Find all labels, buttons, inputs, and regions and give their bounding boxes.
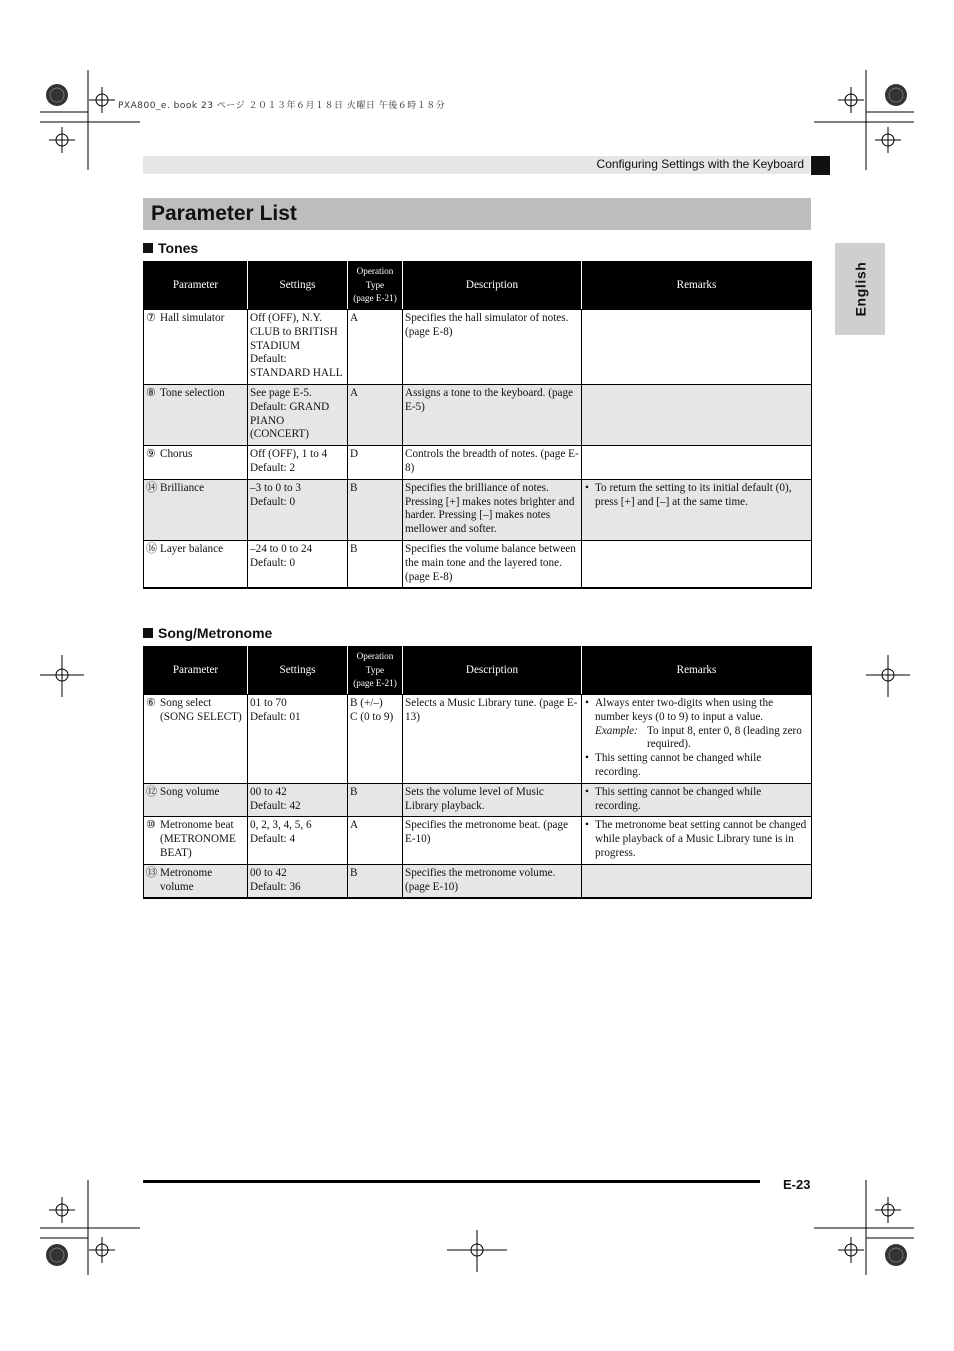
section-heading-text: Tones xyxy=(158,240,199,256)
column-header-parameter: Parameter xyxy=(144,647,248,695)
parameter-number: ⑧ xyxy=(146,386,157,399)
cell-operation-type xyxy=(348,783,403,817)
cell-operation-type xyxy=(348,817,403,864)
parameter-number: ⑩ xyxy=(146,819,157,832)
column-header-remarks: Remarks xyxy=(582,262,812,310)
operation-type-value: C (0 to 9) xyxy=(350,710,394,723)
cell-settings xyxy=(248,864,348,898)
table-header-row xyxy=(144,647,812,695)
example-label: Example: xyxy=(595,724,638,737)
column-header-parameter: Parameter xyxy=(144,262,248,310)
cell-operation-type xyxy=(348,864,403,898)
table-row xyxy=(144,446,812,480)
remark-text: The metronome beat setting cannot be changed while playback of a Music Library tune is in progress. xyxy=(595,819,807,859)
operation-type-value: B xyxy=(350,542,358,555)
table-row xyxy=(144,479,812,540)
language-side-tab xyxy=(835,243,885,335)
section-heading-tones xyxy=(143,240,198,256)
section-heading-song-metronome xyxy=(143,625,272,641)
cell-description: Specifies the volume balance between the main tone and the layered tone. (page E-8) xyxy=(403,540,582,588)
settings-line: –24 to 0 to 24 xyxy=(250,542,313,555)
settings-line: Default: 01 xyxy=(250,710,301,723)
settings-line: 0, 2, 3, 4, 5, 6 xyxy=(250,819,312,832)
remarks-list xyxy=(584,819,809,860)
cell-remarks xyxy=(582,695,812,784)
cell-operation-type xyxy=(348,446,403,480)
settings-line: 01 to 70 xyxy=(250,697,287,709)
cell-settings xyxy=(248,817,348,864)
settings-line: Default: 0 xyxy=(250,556,296,569)
cell-description: Sets the volume level of Music Library playback. xyxy=(403,783,582,817)
cell-description: Controls the breadth of notes. (page E-8) xyxy=(403,446,582,480)
column-header-remarks: Remarks xyxy=(582,647,812,695)
remark-item xyxy=(584,786,809,814)
parameter-name: Brilliance xyxy=(160,481,205,494)
parameter-number: ⑦ xyxy=(146,312,157,324)
cell-settings xyxy=(248,479,348,540)
parameter-number: ⑯ xyxy=(146,542,158,555)
example-text: To input 8, enter 0, 8 (leading zero required). xyxy=(647,724,802,751)
parameter-number: ⑭ xyxy=(146,481,158,494)
cell-remarks xyxy=(582,864,812,898)
section-heading-text: Song/Metronome xyxy=(158,625,273,641)
remark-item xyxy=(584,752,809,780)
settings-line: –3 to 0 to 3 xyxy=(250,481,301,494)
settings-line: Default: 0 xyxy=(250,495,296,508)
operation-type-value: A xyxy=(350,312,359,324)
settings-line: Default: 2 xyxy=(250,461,296,474)
running-header-title: Configuring Settings with the Keyboard xyxy=(596,157,804,171)
operation-type-value: B xyxy=(350,785,358,798)
settings-line: 00 to 42 xyxy=(250,866,287,879)
parameter-name: Song volume xyxy=(160,785,220,798)
print-header: PXA800_e. book 23 ページ ２０１３年６月１８日 火曜日 午後６時１８分 xyxy=(118,101,446,111)
settings-line: 00 to 42 xyxy=(250,785,287,798)
cell-parameter xyxy=(144,479,248,540)
cell-remarks xyxy=(582,310,812,385)
cell-description: Specifies the metronome volume. (page E-10) xyxy=(403,864,582,898)
cell-remarks xyxy=(582,384,812,445)
operation-type-value: B xyxy=(350,481,358,494)
remark-text: Always enter two-digits when using the number keys (0 to 9) to input a value. xyxy=(595,697,774,723)
cell-operation-type xyxy=(348,540,403,588)
cell-settings xyxy=(248,384,348,445)
remarks-list xyxy=(584,786,809,814)
cell-parameter xyxy=(144,310,248,385)
table-row xyxy=(144,310,812,385)
remark-item xyxy=(584,482,809,510)
cell-parameter xyxy=(144,783,248,817)
remark-item xyxy=(584,697,809,752)
column-header-settings: Settings xyxy=(248,647,348,695)
column-header-settings: Settings xyxy=(248,262,348,310)
parameter-name: Metronome beat (METRONOME BEAT) xyxy=(160,819,236,859)
settings-line: Default: 36 xyxy=(250,880,301,893)
parameter-name: Song select (SONG SELECT) xyxy=(160,697,242,723)
parameter-name: Layer balance xyxy=(160,542,224,555)
table-row xyxy=(144,783,812,817)
remark-item xyxy=(584,819,809,860)
cell-remarks xyxy=(582,479,812,540)
settings-line: See page E-5. xyxy=(250,386,312,399)
section-square-icon xyxy=(143,628,153,638)
operation-type-value: A xyxy=(350,819,359,832)
cell-description: Selects a Music Library tune. (page E-13) xyxy=(403,695,582,784)
column-header-operation-type: Operation Type (page E-21) xyxy=(348,647,403,695)
cell-parameter xyxy=(144,817,248,864)
language-label: English xyxy=(852,261,869,317)
cell-description: Specifies the hall simulator of notes. (page E-8) xyxy=(403,310,582,385)
column-header-operation-type: Operation Type (page E-21) xyxy=(348,262,403,310)
cell-operation-type xyxy=(348,310,403,385)
cell-remarks xyxy=(582,446,812,480)
remark-example xyxy=(595,725,809,753)
operation-type-value: B (+/–) xyxy=(350,697,383,709)
table-row xyxy=(144,540,812,588)
cell-settings xyxy=(248,540,348,588)
running-header-square xyxy=(811,156,830,175)
page-title-bar xyxy=(143,198,811,230)
remark-text: This setting cannot be changed while recording. xyxy=(595,752,762,778)
cell-operation-type xyxy=(348,479,403,540)
cell-parameter xyxy=(144,446,248,480)
section-square-icon xyxy=(143,243,153,253)
cell-parameter xyxy=(144,540,248,588)
settings-line: Off (OFF), N.Y. CLUB to BRITISH STADIUM xyxy=(250,312,338,352)
operation-type-value: D xyxy=(350,448,359,461)
table-row xyxy=(144,384,812,445)
operation-type-value: A xyxy=(350,386,359,399)
page-title: Parameter List xyxy=(151,202,297,225)
remark-text: To return the setting to its initial default (0), press [+] and [–] at the same time. xyxy=(595,481,792,508)
parameter-name: Tone selection xyxy=(160,386,225,399)
cell-remarks xyxy=(582,783,812,817)
cell-settings xyxy=(248,783,348,817)
settings-line: Default: 4 xyxy=(250,833,296,846)
settings-line: Default: GRAND PIANO (CONCERT) xyxy=(250,400,330,441)
parameter-number: ⑫ xyxy=(146,785,158,798)
parameter-number: ⑥ xyxy=(146,697,157,709)
footer-rule xyxy=(143,1180,760,1183)
parameter-name: Hall simulator xyxy=(160,312,225,324)
parameter-number: ⑬ xyxy=(146,866,158,879)
column-header-description: Description xyxy=(403,262,582,310)
table-header-row xyxy=(144,262,812,310)
table-row xyxy=(144,864,812,898)
cell-description: Assigns a tone to the keyboard. (page E-5) xyxy=(403,384,582,445)
cell-remarks xyxy=(582,540,812,588)
parameter-name: Metronome volume xyxy=(160,866,213,893)
table-row xyxy=(144,695,812,784)
parameter-number: ⑨ xyxy=(146,448,157,461)
cell-description: Specifies the metronome beat. (page E-10) xyxy=(403,817,582,864)
cell-parameter xyxy=(144,864,248,898)
cell-settings xyxy=(248,695,348,784)
cell-parameter xyxy=(144,695,248,784)
tones-table xyxy=(143,261,812,589)
cell-settings xyxy=(248,446,348,480)
cell-settings xyxy=(248,310,348,385)
remarks-list xyxy=(584,482,809,510)
parameter-name: Chorus xyxy=(160,448,193,461)
settings-line: Off (OFF), 1 to 4 xyxy=(250,448,328,461)
operation-type-value: B xyxy=(350,866,358,879)
song-metronome-table xyxy=(143,646,812,899)
cell-description: Specifies the brilliance of notes. Pressing [+] makes notes brighter and harder. Pressing [–] makes notes mellower and softer. xyxy=(403,479,582,540)
cell-remarks xyxy=(582,817,812,864)
settings-line: Default: STANDARD HALL xyxy=(250,353,343,380)
cell-parameter xyxy=(144,384,248,445)
remark-text: This setting cannot be changed while recording. xyxy=(595,785,762,812)
table-row xyxy=(144,817,812,864)
settings-line: Default: 42 xyxy=(250,799,301,812)
remarks-list xyxy=(584,697,809,780)
cell-operation-type xyxy=(348,695,403,784)
cell-operation-type xyxy=(348,384,403,445)
column-header-description: Description xyxy=(403,647,582,695)
page-number: E-23 xyxy=(783,1177,811,1192)
